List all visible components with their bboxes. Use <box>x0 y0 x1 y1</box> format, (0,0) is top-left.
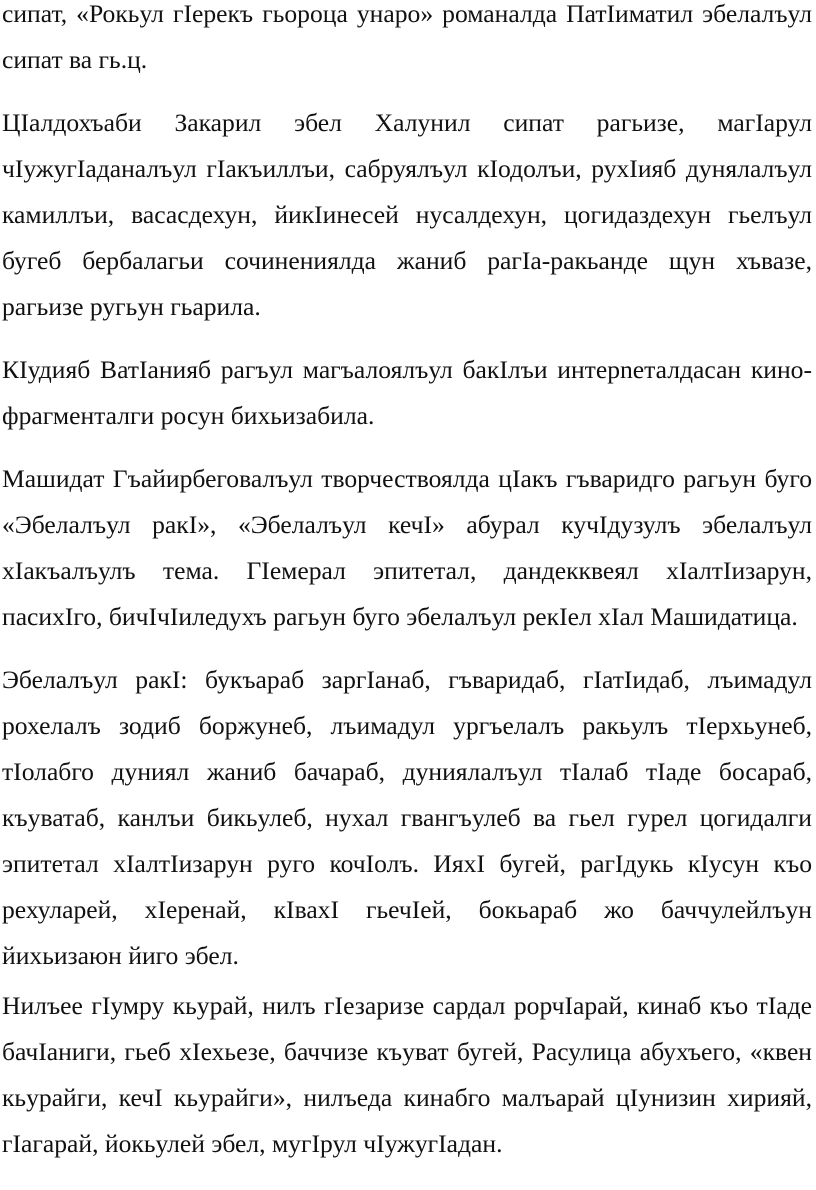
paragraph-3: КIудияб ВатIанияб рагъул магъалоялъул бакIлъи интерneталдасан кино-фрагменталги росун бихьизабила. <box>2 355 812 430</box>
paragraph-4: Машидат Гъайирбеговалъул творчествоялда цIакъ гъваридго рагьун буго «Эбелалъул ракI», «Эбелалъул кечI» абурал кучIдузулъ эбелалъул хIакъалъулъ тема. ГIемерал эпитетал, дандекквеял хIалтIизарун, пасихIго, бичIчIиледухъ рагьун буго эбелалъул рекIел хIал Машидатица. <box>2 464 812 631</box>
paragraph-6: Нилъее гIумру кьурай, нилъ гIезаризе сардал рорчIарай, кинаб къо тIаде бачIаниги, гьеб хIехьезе, баччизе къуват бугей, Расулица абухъего, «квен кьурайги, кечI кьурайги», нилъеда кинабго малъарай цIунизин хирияй, гIагарай, йокьулей эбел, мугIрул чIужугIадан. <box>2 991 812 1158</box>
paragraph-1: сипат, «Рокьул гIерекъ гьороца унаро» романалда ПатIиматил эбелалъул сипат ва гь.ц. <box>2 0 812 74</box>
paragraph-5: Эбелалъул ракI: букъараб заргIанаб, гъваридаб, гIатIидаб, лъимадул рохелалъ зодиб боржунеб, лъимадул ургъелалъ ракьулъ тIерхьунеб, тIолабго дуниял жаниб бачараб, дуниялалъул тIалаб тIаде босараб, къуватаб, канлъи бикьулеб, нухал гвангъулеб ва гьел гурел цогидалги эпитетал хIалтIизарун руго кочIолъ. ИяхI бугей, рагIдукь кIусун къо рехуларей, хIеренай, кIвахI гьечIей, бокьараб жо баччулейлъун йихьизаюн йиго эбел. <box>2 665 812 970</box>
paragraph-2: ЦIалдохъаби Закарил эбел Халунил сипат рагьизе, магIарул чIужугIаданалъул гIакъиллъи, сабруялъул кIодолъи, рухIияб дунялалъул камиллъи, васасдехун, йикIинесей нусалдехун, цогидаздехун гьелъул бугеб бербалагьи сочинениялда жаниб рагIа-ракьанде щун хъвазе, рагьизе ругьун гьарила. <box>2 108 812 321</box>
